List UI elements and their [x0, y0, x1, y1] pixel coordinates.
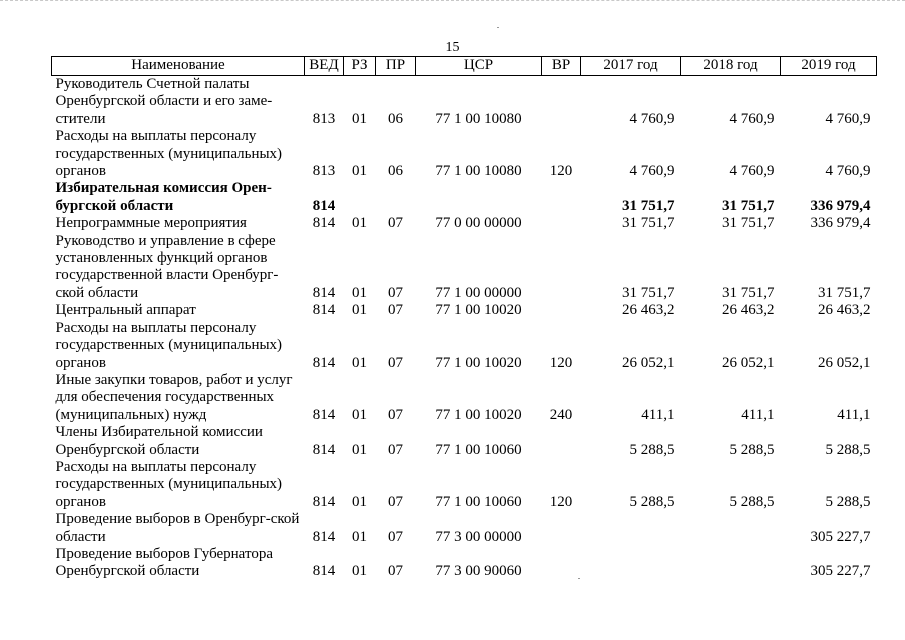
cell-2018: 4 760,9	[729, 163, 775, 180]
cell-pr	[376, 180, 416, 215]
cell-rz: 01	[352, 110, 367, 127]
cell-name: Проведение выборов Губернатора Оренбургской области	[55, 545, 273, 580]
cell-ved: 814	[312, 302, 336, 319]
cell-rz: 01	[352, 302, 367, 319]
budget-table	[51, 56, 877, 581]
cell-ved: 814	[312, 284, 336, 301]
header-rz: РЗ	[344, 57, 376, 76]
cell-rz: 01	[352, 215, 367, 232]
cell-name: Расходы на выплаты персоналу государственных (муниципальных) органов	[55, 458, 283, 510]
cell-pr: 07	[388, 215, 403, 232]
cell-vr	[542, 511, 581, 546]
cell-2019: 305 227,7	[810, 528, 871, 545]
cell-rz	[344, 180, 376, 215]
cell-ved: 813	[312, 110, 336, 127]
table-row	[52, 511, 877, 546]
cell-2018: 5 288,5	[729, 441, 775, 458]
table-row	[52, 233, 877, 303]
cell-name: Избирательная комиссия Орен-бургской области	[55, 180, 272, 214]
cell-vr	[542, 215, 581, 232]
cell-2017: 4 760,9	[629, 110, 675, 127]
cell-2017: 26 463,2	[622, 302, 675, 319]
scan-speck	[497, 27, 499, 28]
cell-2019: 411,1	[837, 406, 871, 423]
cell-2019: 336 979,4	[810, 215, 871, 232]
cell-2017: 411,1	[641, 406, 675, 423]
cell-pr: 06	[388, 110, 403, 127]
cell-2018: 26 052,1	[722, 354, 775, 371]
cell-ved: 814	[312, 441, 336, 458]
cell-vr	[542, 546, 581, 581]
scan-edge	[0, 0, 905, 2]
table-row	[52, 372, 877, 424]
page-number: 15	[445, 40, 460, 55]
cell-ved: 814	[312, 563, 336, 580]
cell-ved: 814	[312, 197, 336, 214]
cell-2017: 31 751,7	[622, 284, 675, 301]
cell-csr: 77 3 00 00000	[435, 528, 522, 545]
header-2017: 2017 год	[581, 57, 681, 76]
cell-rz: 01	[352, 354, 367, 371]
cell-2017: 31 751,7	[622, 215, 675, 232]
cell-name: Центральный аппарат	[55, 302, 196, 319]
table-row	[52, 320, 877, 372]
cell-pr: 07	[388, 528, 403, 545]
cell-rz: 01	[352, 441, 367, 458]
cell-2017: 4 760,9	[629, 163, 675, 180]
cell-pr: 07	[388, 302, 403, 319]
cell-name: Проведение выборов в Оренбург-ской области	[55, 511, 300, 545]
cell-2019: 26 052,1	[818, 354, 871, 371]
cell-csr: 77 1 00 10020	[435, 354, 522, 371]
cell-2018: 411,1	[741, 406, 775, 423]
cell-2019: 4 760,9	[825, 110, 871, 127]
header-ved: ВЕД	[305, 57, 344, 76]
cell-pr: 07	[388, 441, 403, 458]
cell-2018	[681, 511, 781, 546]
cell-name: Иные закупки товаров, работ и услуг для обеспечения государственных (муниципальных) нужд	[55, 371, 293, 423]
cell-ved: 814	[312, 406, 336, 423]
header-2019: 2019 год	[781, 57, 877, 76]
cell-csr: 77 3 00 90060	[435, 563, 522, 580]
cell-vr: 240	[549, 406, 573, 423]
cell-2019: 5 288,5	[825, 441, 871, 458]
cell-2018: 4 760,9	[729, 110, 775, 127]
cell-rz: 01	[352, 284, 367, 301]
cell-pr: 07	[388, 406, 403, 423]
cell-pr: 07	[388, 493, 403, 510]
scan-speck	[578, 578, 580, 579]
cell-csr: 77 1 00 10080	[435, 163, 522, 180]
cell-2019: 26 463,2	[818, 302, 871, 319]
cell-2019: 336 979,4	[810, 197, 871, 214]
table-row	[52, 302, 877, 319]
cell-2018: 31 751,7	[722, 284, 775, 301]
cell-2019: 31 751,7	[818, 284, 871, 301]
cell-pr: 06	[388, 163, 403, 180]
table-row	[52, 424, 877, 459]
cell-name: Руководитель Счетной палаты Оренбургской области и его заме-стители	[55, 76, 273, 127]
cell-ved: 814	[312, 493, 336, 510]
cell-vr: 120	[549, 354, 573, 371]
cell-2017: 5 288,5	[629, 441, 675, 458]
cell-2017: 31 751,7	[622, 197, 675, 214]
header-name: Наименование	[52, 57, 305, 76]
cell-csr: 77 1 00 00000	[435, 284, 522, 301]
cell-vr	[542, 302, 581, 319]
cell-vr	[542, 76, 581, 129]
cell-csr: 77 1 00 10060	[435, 441, 522, 458]
cell-pr: 07	[388, 563, 403, 580]
table-row	[52, 546, 877, 581]
cell-name: Руководство и управление в сфере установленных функций органов государственной власти Оренбург-ской области	[55, 232, 279, 301]
cell-pr: 07	[388, 284, 403, 301]
cell-2019: 5 288,5	[825, 493, 871, 510]
table-row	[52, 180, 877, 215]
cell-2017: 5 288,5	[629, 493, 675, 510]
cell-2017	[581, 546, 681, 581]
cell-2019: 4 760,9	[825, 163, 871, 180]
table-row	[52, 459, 877, 511]
cell-name: Расходы на выплаты персоналу государственных (муниципальных) органов	[55, 128, 283, 180]
header-2018: 2018 год	[681, 57, 781, 76]
cell-csr: 77 1 00 10060	[435, 493, 522, 510]
cell-2018: 31 751,7	[722, 197, 775, 214]
cell-2018	[681, 546, 781, 581]
cell-ved: 813	[312, 163, 336, 180]
cell-2017: 26 052,1	[622, 354, 675, 371]
header-vr: ВР	[542, 57, 581, 76]
cell-csr: 77 1 00 10080	[435, 110, 522, 127]
cell-ved: 814	[312, 354, 336, 371]
table-row	[52, 128, 877, 180]
cell-csr: 77 1 00 10020	[435, 302, 522, 319]
cell-rz: 01	[352, 406, 367, 423]
cell-pr: 07	[388, 354, 403, 371]
cell-ved: 814	[312, 215, 336, 232]
cell-name: Члены Избирательной комиссии Оренбургской области	[55, 424, 263, 458]
table-row	[52, 76, 877, 129]
cell-csr	[416, 180, 542, 215]
table-header-row	[52, 57, 877, 76]
cell-ved: 814	[312, 528, 336, 545]
table-row	[52, 215, 877, 232]
cell-rz: 01	[352, 493, 367, 510]
cell-name: Непрограммные мероприятия	[55, 215, 247, 232]
cell-rz: 01	[352, 563, 367, 580]
cell-vr: 120	[549, 163, 573, 180]
cell-2017	[581, 511, 681, 546]
cell-2019: 305 227,7	[810, 563, 871, 580]
cell-vr	[542, 424, 581, 459]
cell-csr: 77 0 00 00000	[435, 215, 522, 232]
cell-2018: 5 288,5	[729, 493, 775, 510]
header-csr: ЦСР	[416, 57, 542, 76]
cell-rz: 01	[352, 163, 367, 180]
cell-vr	[542, 180, 581, 215]
cell-vr	[542, 233, 581, 303]
cell-rz: 01	[352, 528, 367, 545]
header-pr: ПР	[376, 57, 416, 76]
cell-2018: 31 751,7	[722, 215, 775, 232]
cell-csr: 77 1 00 10020	[435, 406, 522, 423]
cell-2018: 26 463,2	[722, 302, 775, 319]
cell-vr: 120	[549, 493, 573, 510]
cell-name: Расходы на выплаты персоналу государственных (муниципальных) органов	[55, 319, 283, 371]
